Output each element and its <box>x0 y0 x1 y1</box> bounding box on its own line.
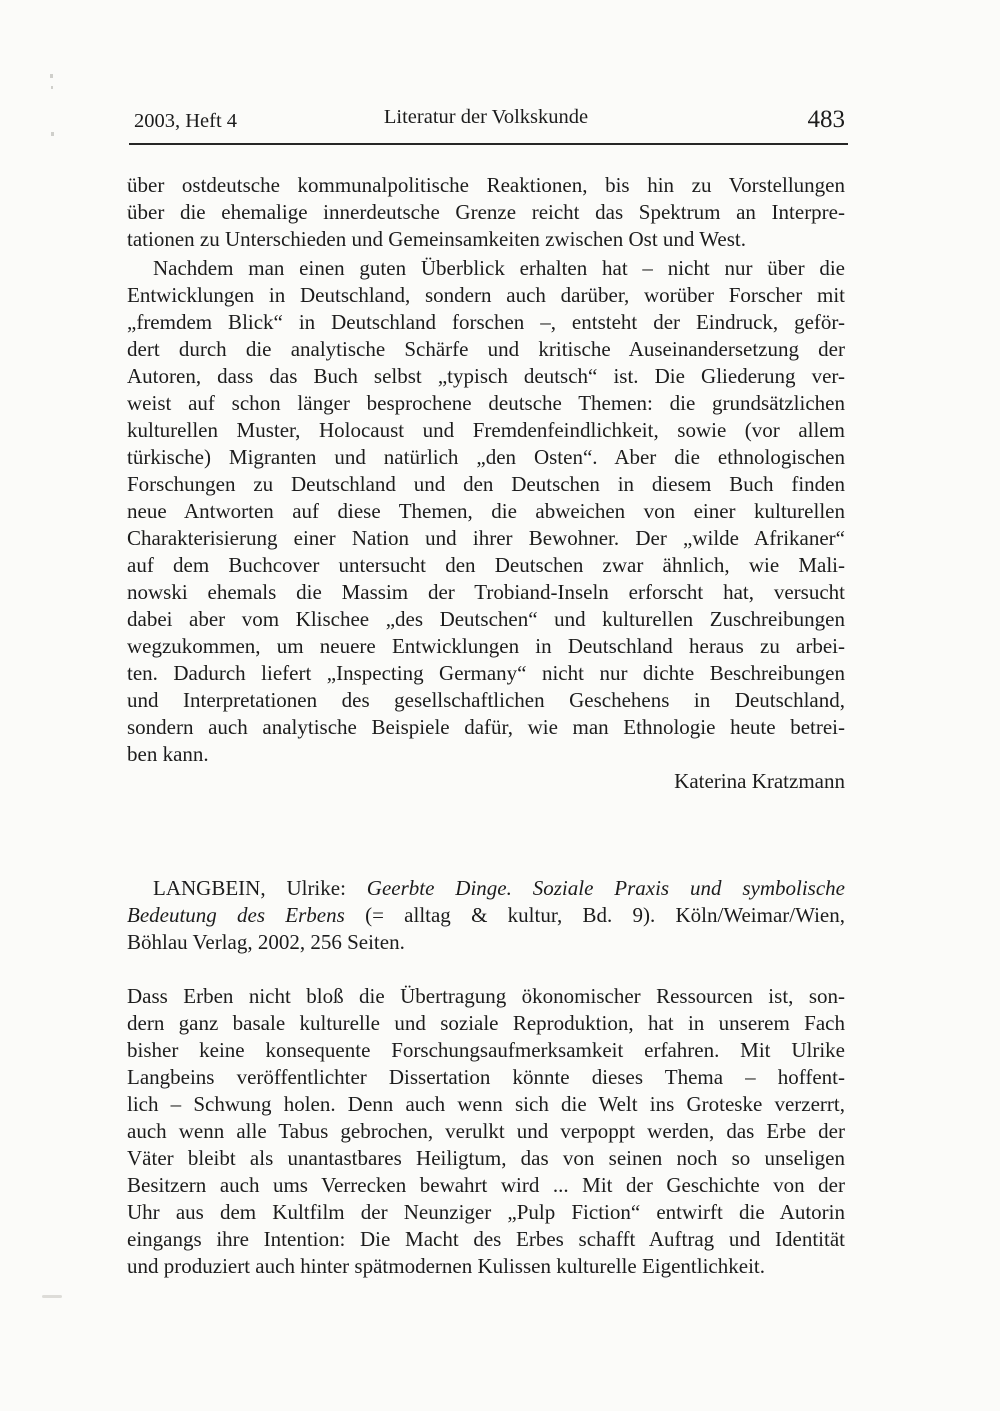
page-number: 483 <box>807 106 845 133</box>
page-header <box>127 106 845 134</box>
bib-publisher: Böhlau Verlag, 2002, 256 Seiten. <box>127 930 405 954</box>
bibliography-line <box>127 875 845 902</box>
paragraph <box>127 255 845 768</box>
text-line: dert durch die analytische Schärfe und kritische Auseinandersetzung der <box>127 337 845 361</box>
bibliography-entry <box>127 875 845 956</box>
scan-artifact <box>51 86 53 89</box>
text-line: Charakterisierung einer Nation und ihrer Bewohner. Der „wilde Afrikaner“ <box>127 526 845 550</box>
text-line: dabei aber vom Klischee „des Deutschen“ und kulturellen Zuschreibungen <box>127 607 845 631</box>
text-line: sondern auch analytische Beispiele dafür, wie man Ethnologie heute betrei- <box>127 715 845 739</box>
text-line: kulturellen Muster, Holocaust und Fremdenfeindlichkeit, sowie (vor allem <box>127 418 845 442</box>
bib-author: LANGBEIN, Ulrike: <box>153 876 367 900</box>
scan-artifact <box>50 74 53 78</box>
text-column <box>127 172 845 1280</box>
text-line: und Interpretationen des gesellschaftlichen Geschehens in Deutschland, <box>127 688 845 712</box>
text-line: türkische) Migranten und natürlich „den Osten“. Aber die ethnologischen <box>127 445 845 469</box>
text-line: eingangs ihre Intention: Die Macht des Erbes schafft Auftrag und Identität <box>127 1227 845 1251</box>
text-line: weist auf schon länger besprochene deutsche Themen: die grundsätzlichen <box>127 391 845 415</box>
bib-title-italic: Geerbte Dinge. Soziale Praxis und symbolische <box>366 876 845 900</box>
bib-series: (= alltag & kultur, Bd. 9). Köln/Weimar/Wien, <box>344 903 845 927</box>
review-kratzmann <box>127 172 845 795</box>
bibliography-line <box>127 929 845 956</box>
header-rule <box>129 143 848 145</box>
text-line: Langbeins veröffentlichter Dissertation könnte dieses Thema – hoffent- <box>127 1065 845 1089</box>
text-line: nowski ehemals die Massim der Trobiand-Inseln erforscht hat, versucht <box>127 580 845 604</box>
text-line: neue Antworten auf diese Themen, die abweichen von einer kulturellen <box>127 499 845 523</box>
text-line: lich – Schwung holen. Denn auch wenn sich die Welt ins Groteske verzerrt, <box>127 1092 845 1116</box>
paragraph <box>127 172 845 253</box>
text-line: bisher keine konsequente Forschungsaufmerksamkeit erfahren. Mit Ulrike <box>127 1038 845 1062</box>
text-line: wegzukommen, um neuere Entwicklungen in Deutschland heraus zu arbei- <box>127 634 845 658</box>
review-langbein <box>127 875 845 1280</box>
text-line: auch wenn alle Tabus gebrochen, verulkt und verpoppt werden, das Erbe der <box>127 1119 845 1143</box>
text-line: Entwicklungen in Deutschland, sondern auch darüber, worüber Forscher mit <box>127 283 845 307</box>
paragraph <box>127 983 845 1280</box>
text-line: ten. Dadurch liefert „Inspecting Germany“ nicht nur dichte Beschreibungen <box>127 661 845 685</box>
scan-artifact <box>42 1295 62 1298</box>
text-line: „fremdem Blick“ in Deutschland forschen –, entsteht der Eindruck, geför- <box>127 310 845 334</box>
text-line: ben kann. <box>127 742 209 766</box>
text-line: über ostdeutsche kommunalpolitische Reaktionen, bis hin zu Vorstellungen <box>127 173 845 197</box>
text-line: dern ganz basale kulturelle und soziale Reproduktion, hat in unserem Fach <box>127 1011 845 1035</box>
text-line: und produziert auch hinter spätmodernen Kulissen kulturelle Eigentlichkeit. <box>127 1254 765 1278</box>
issue-label: 2003, Heft 4 <box>134 110 238 132</box>
reviewer-signature: Katerina Kratzmann <box>674 769 845 793</box>
scan-artifact <box>51 132 54 136</box>
text-line: Nachdem man einen guten Überblick erhalten hat – nicht nur über die <box>153 256 845 280</box>
text-line: Forschungen zu Deutschland und den Deutschen in diesem Buch finden <box>127 472 845 496</box>
text-line: Uhr aus dem Kultfilm der Neunziger „Pulp Fiction“ entwirft die Autorin <box>127 1200 845 1224</box>
text-line: Dass Erben nicht bloß die Übertragung ökonomischer Ressourcen ist, son- <box>127 984 845 1008</box>
text-line: über die ehemalige innerdeutsche Grenze reicht das Spektrum an Interpre- <box>127 200 845 224</box>
text-line: Väter bleibt als unantastbares Heiligtum, das von seinen noch so unseligen <box>127 1146 845 1170</box>
text-line: auf dem Buchcover untersucht den Deutschen zwar ähnlich, wie Mali- <box>127 553 845 577</box>
text-line: Autoren, dass das Buch selbst „typisch deutsch“ ist. Die Gliederung ver- <box>127 364 845 388</box>
text-line: Besitzern auch ums Verrecken bewahrt wird ... Mit der Geschichte von der <box>127 1173 845 1197</box>
bibliography-line <box>127 902 845 929</box>
bib-title-italic: Bedeutung des Erbens <box>127 903 345 927</box>
text-line: tationen zu Unterschieden und Gemeinsamkeiten zwischen Ost und West. <box>127 227 747 251</box>
journal-title: Literatur der Volkskunde <box>383 106 589 128</box>
